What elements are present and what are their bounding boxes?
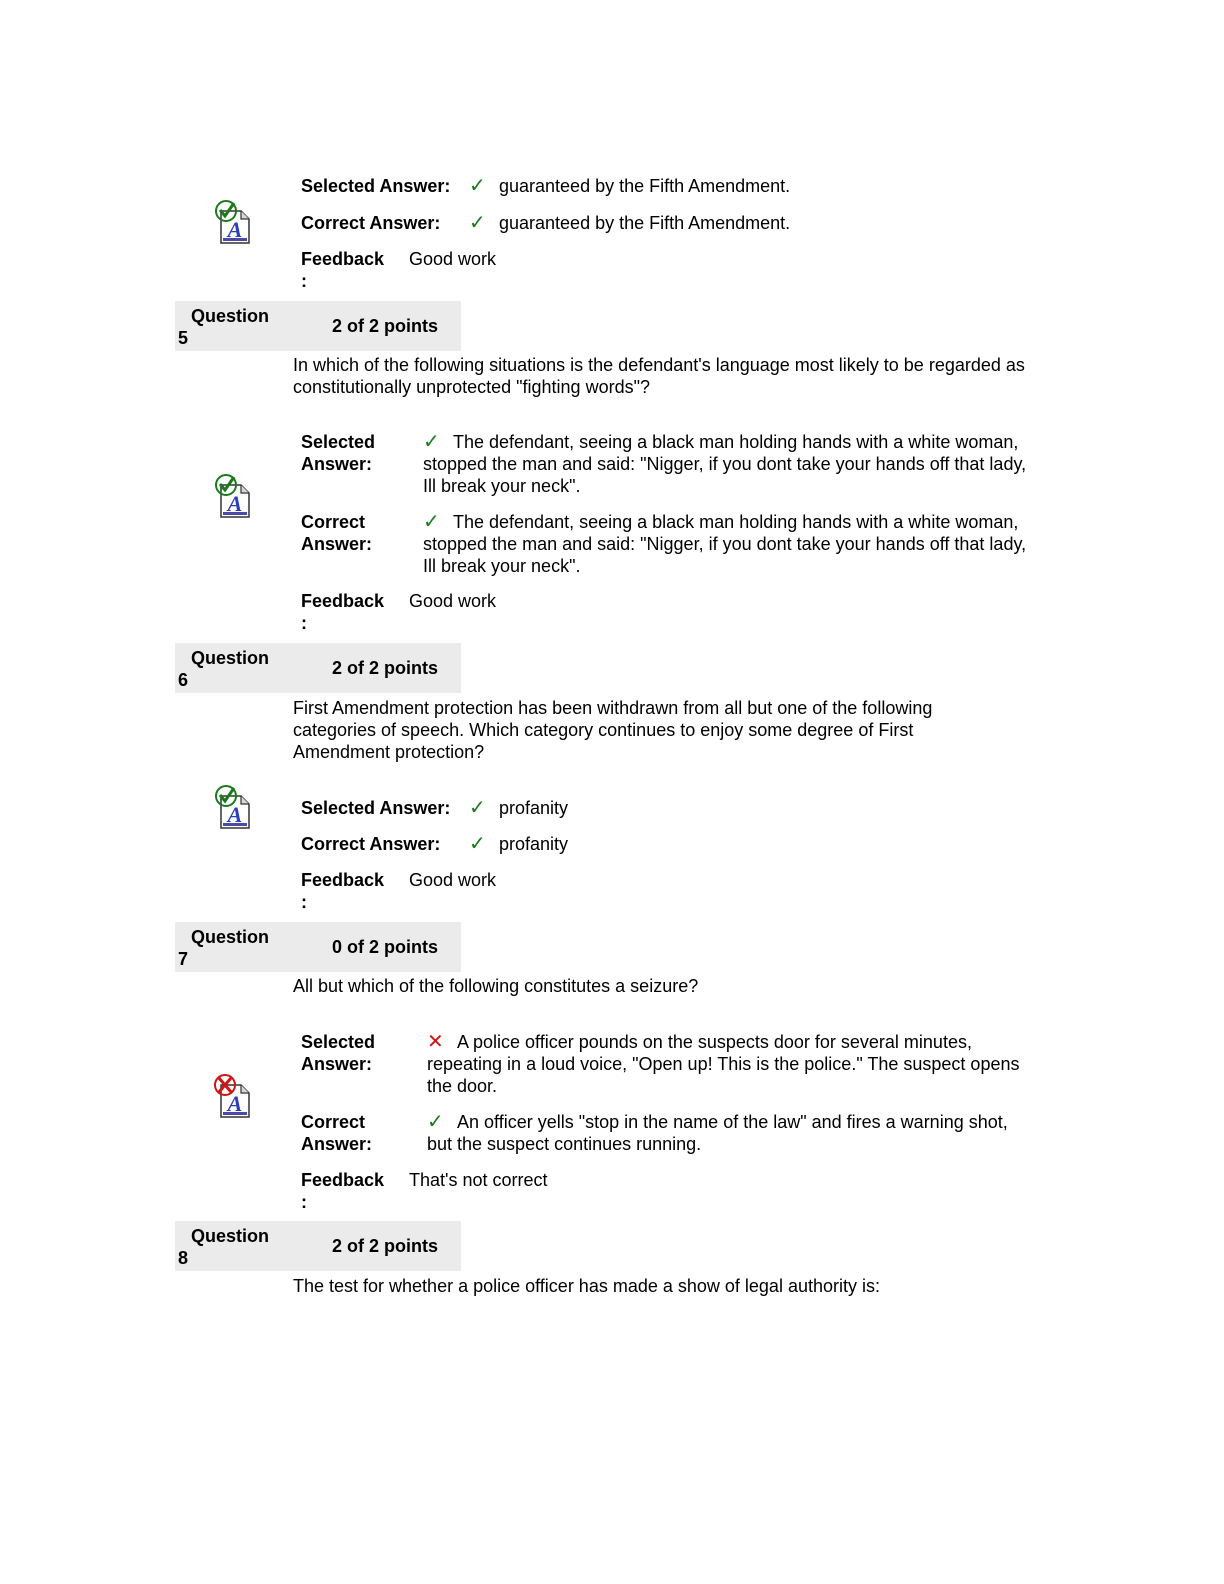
feedback-value: Good work — [409, 249, 497, 269]
feedback-label: Feedback — [301, 249, 385, 269]
question-header — [175, 922, 461, 972]
question-prompt: First Amendment protection has been withdrawn from all but one of the following categories of speech. Which category continues to enjoy some degree of First Amendment protection? — [293, 698, 933, 762]
check-icon: ✓ — [469, 833, 486, 855]
feedback-colon: : — [301, 271, 307, 291]
question-prompt: The test for whether a police officer has made a show of legal authority is: — [293, 1276, 880, 1296]
question-label: Question — [191, 927, 270, 947]
question-header — [175, 1221, 461, 1271]
correct-answer-icon — [213, 199, 257, 245]
check-icon: ✓ — [469, 797, 486, 819]
correct-answer-label-2: Answer: — [301, 1134, 373, 1154]
question-points: 2 of 2 points — [332, 658, 439, 678]
question-header — [175, 643, 461, 693]
check-icon: ✓ — [423, 511, 440, 533]
check-icon: ✓ — [469, 175, 486, 197]
check-icon: ✓ — [423, 431, 440, 453]
feedback-colon: : — [301, 1192, 307, 1212]
feedback-colon: : — [301, 613, 307, 633]
question-number: 6 — [178, 670, 189, 690]
feedback-label: Feedback — [301, 870, 385, 890]
correct-answer-label-2: Answer: — [301, 534, 373, 554]
correct-answer-label: Correct — [301, 512, 366, 532]
selected-answer-value: ✓ The defendant, seeing a black man holding hands with a white woman, stopped the man and said: "Nigger, if you dont take your hands off that lady, Ill break your neck". — [423, 431, 1027, 496]
correct-answer-value: ✓ The defendant, seeing a black man holding hands with a white woman, stopped the man and said: "Nigger, if you dont take your hands off that lady, Ill break your neck". — [423, 511, 1027, 576]
feedback-label: Feedback — [301, 1170, 385, 1190]
incorrect-answer-icon — [213, 1073, 257, 1119]
feedback-label: Feedback — [301, 591, 385, 611]
selected-answer-label-2: Answer: — [301, 1054, 373, 1074]
question-points: 2 of 2 points — [332, 1236, 439, 1256]
check-icon: ✓ — [469, 212, 486, 234]
selected-answer-label: Selected Answer: — [301, 176, 451, 196]
question-number: 5 — [178, 328, 189, 348]
correct-answer-label: Correct Answer: — [301, 834, 441, 854]
correct-answer-icon — [213, 473, 257, 519]
selected-answer-value: ✓ profanity — [469, 797, 569, 819]
selected-answer-label-2: Answer: — [301, 454, 373, 474]
question-points: 0 of 2 points — [332, 937, 439, 957]
selected-answer-label: Selected — [301, 432, 376, 452]
feedback-value: Good work — [409, 870, 497, 890]
correct-answer-label: Correct Answer: — [301, 213, 441, 233]
question-prompt: In which of the following situations is the defendant's language most likely to be regarded as constitutionally unprotected "fighting words"? — [293, 355, 1025, 397]
feedback-colon: : — [301, 892, 307, 912]
question-label: Question — [191, 1226, 270, 1246]
question-header — [175, 301, 461, 351]
question-label: Question — [191, 306, 270, 326]
correct-answer-value: ✓ guaranteed by the Fifth Amendment. — [469, 212, 791, 234]
selected-answer-label: Selected — [301, 1032, 376, 1052]
correct-answer-value: ✓ An officer yells "stop in the name of the law" and fires a warning shot, but the suspect continues running. — [427, 1111, 1008, 1154]
correct-answer-label: Correct — [301, 1112, 366, 1132]
question-label: Question — [191, 648, 270, 668]
question-prompt: All but which of the following constitutes a seizure? — [293, 976, 699, 996]
selected-answer-value: ✕ A police officer pounds on the suspects door for several minutes, repeating in a loud voice, "Open up! This is the police." The suspect opens the door. — [427, 1031, 1020, 1096]
selected-answer-value: ✓ guaranteed by the Fifth Amendment. — [469, 175, 791, 197]
correct-answer-icon — [213, 784, 257, 830]
question-points: 2 of 2 points — [332, 316, 439, 336]
correct-answer-value: ✓ profanity — [469, 833, 569, 855]
selected-answer-label: Selected Answer: — [301, 798, 451, 818]
question-number: 8 — [178, 1248, 189, 1268]
feedback-value: That's not correct — [409, 1170, 548, 1190]
check-icon: ✓ — [427, 1111, 444, 1133]
x-mark-icon: ✕ — [427, 1031, 444, 1053]
feedback-value: Good work — [409, 591, 497, 611]
question-number: 7 — [178, 949, 189, 969]
